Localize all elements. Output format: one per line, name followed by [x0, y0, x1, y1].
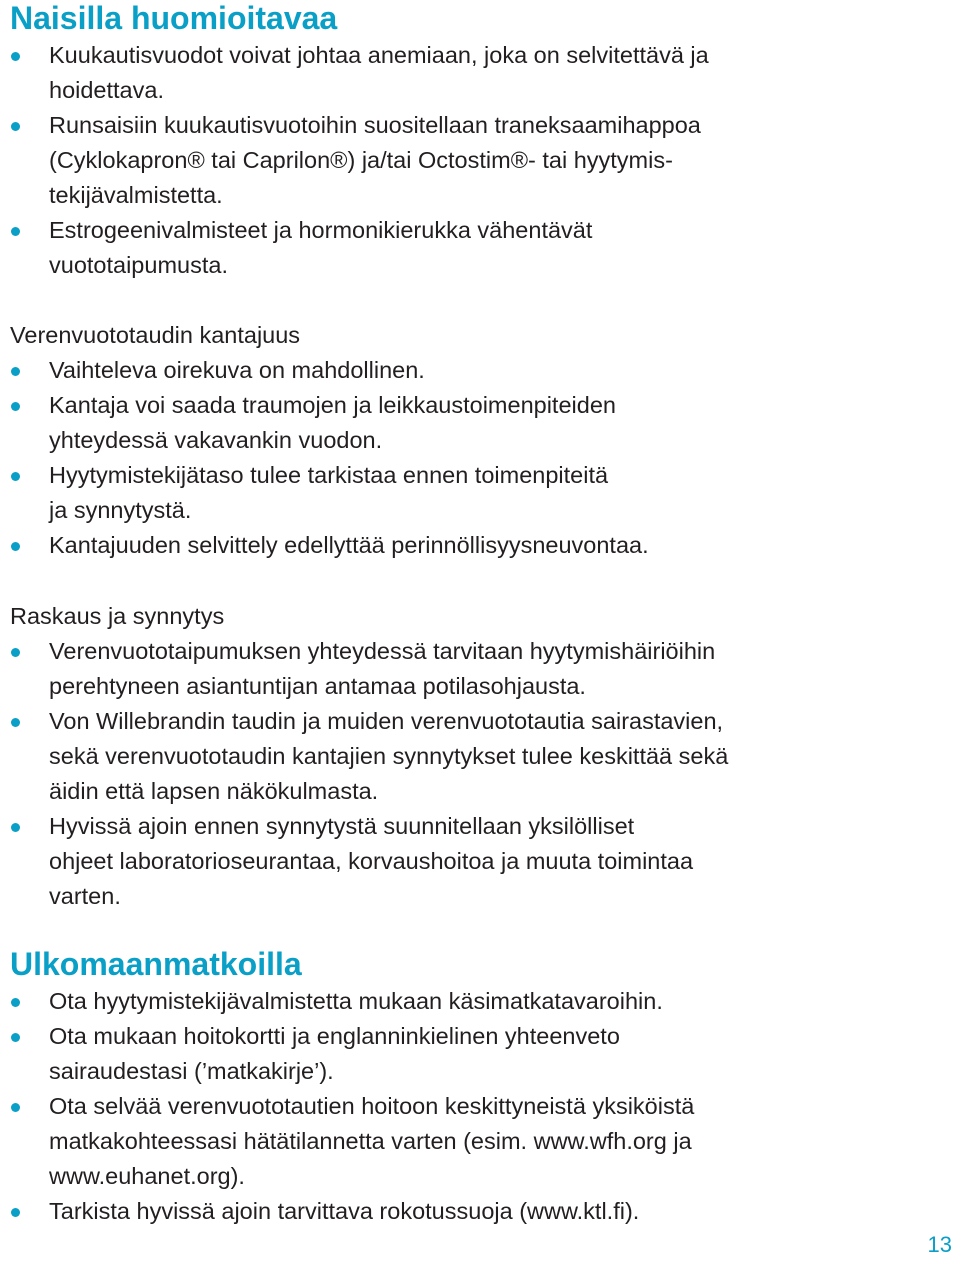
bullet-text-line: Ota selvää verenvuototautien hoitoon keskittyneistä yksiköistä: [49, 1093, 695, 1119]
bullet-list-carrier: [0, 353, 850, 563]
bullet-list-women: [0, 38, 850, 283]
bullet-text-line: varten.: [49, 883, 121, 909]
bullet-dot-icon: [11, 648, 20, 657]
bullet-item: [0, 984, 850, 1019]
bullet-dot-icon: [11, 52, 20, 61]
bullet-text-line: hoidettava.: [49, 77, 164, 103]
bullet-text-line: Tarkista hyvissä ajoin tarvittava rokotussuoja (www.ktl.fi).: [49, 1198, 640, 1224]
page-number: 13: [927, 1232, 952, 1257]
bullet-text-line: sairaudestasi (’matkakirje’).: [49, 1058, 334, 1084]
bullet-text-line: matkakohteessasi hätätilannetta varten (esim. www.wfh.org ja: [49, 1128, 692, 1154]
bullet-item: [0, 1194, 850, 1229]
bullet-item: [0, 458, 850, 528]
bullet-dot-icon: [11, 718, 20, 727]
bullet-item: [0, 353, 850, 388]
bullet-text-line: tekijävalmistetta.: [49, 182, 223, 208]
bullet-dot-icon: [11, 472, 20, 481]
bullet-item: [0, 108, 850, 213]
section-heading-travel: Ulkomaanmatkoilla: [10, 946, 302, 982]
bullet-item: [0, 213, 850, 283]
bullet-dot-icon: [11, 823, 20, 832]
bullet-dot-icon: [11, 402, 20, 411]
bullet-text-line: ja synnytystä.: [49, 497, 192, 523]
bullet-item: [0, 528, 850, 563]
bullet-item: [0, 38, 850, 108]
bullet-text-line: Estrogeenivalmisteet ja hormonikierukka vähentävät: [49, 217, 593, 243]
bullet-text-line: Kuukautisvuodot voivat johtaa anemiaan, joka on selvitettävä ja: [49, 42, 709, 68]
bullet-text-line: Ota hyytymistekijävalmistetta mukaan käsimatkatavaroihin.: [49, 988, 663, 1014]
bullet-dot-icon: [11, 1208, 20, 1217]
bullet-text-line: Vaihteleva oirekuva on mahdollinen.: [49, 357, 425, 383]
bullet-item: [0, 809, 850, 914]
bullet-text-line: Hyvissä ajoin ennen synnytystä suunnitellaan yksilölliset: [49, 813, 635, 839]
bullet-text-line: Kantajuuden selvittely edellyttää perinnöllisyysneuvontaa.: [49, 532, 649, 558]
bullet-dot-icon: [11, 1033, 20, 1042]
bullet-list-pregnancy: [0, 634, 850, 914]
bullet-item: [0, 388, 850, 458]
bullet-list-travel: [0, 984, 850, 1229]
bullet-dot-icon: [11, 1103, 20, 1112]
bullet-text-line: Verenvuototaipumuksen yhteydessä tarvitaan hyytymishäiriöihin: [49, 638, 716, 664]
bullet-item: [0, 634, 850, 704]
subheading-pregnancy: Raskaus ja synnytys: [10, 603, 225, 629]
bullet-text-line: sekä verenvuototaudin kantajien synnytykset tulee keskittää sekä: [49, 743, 729, 769]
section-heading-women: Naisilla huomioitavaa: [10, 0, 338, 36]
bullet-dot-icon: [11, 227, 20, 236]
bullet-dot-icon: [11, 998, 20, 1007]
bullet-text-line: yhteydessä vakavankin vuodon.: [49, 427, 383, 453]
bullet-dot-icon: [11, 367, 20, 376]
bullet-text-line: www.euhanet.org).: [49, 1163, 245, 1189]
bullet-text-line: Von Willebrandin taudin ja muiden verenvuototautia sairastavien,: [49, 708, 724, 734]
bullet-text-line: vuototaipumusta.: [49, 252, 228, 278]
bullet-text-line: Hyytymistekijätaso tulee tarkistaa ennen toimenpiteitä: [49, 462, 609, 488]
bullet-text-line: Runsaisiin kuukautisvuotoihin suositellaan traneksaamihappoa: [49, 112, 701, 138]
bullet-text-line: äidin että lapsen näkökulmasta.: [49, 778, 379, 804]
bullet-item: [0, 1019, 850, 1089]
bullet-text-line: Kantaja voi saada traumojen ja leikkaustoimenpiteiden: [49, 392, 616, 418]
bullet-item: [0, 704, 850, 809]
bullet-dot-icon: [11, 122, 20, 131]
bullet-text-line: (Cyklokapron® tai Caprilon®) ja/tai Octostim®- tai hyytymis-: [49, 147, 673, 173]
bullet-text-line: perehtyneen asiantuntijan antamaa potilasohjausta.: [49, 673, 586, 699]
bullet-dot-icon: [11, 542, 20, 551]
bullet-item: [0, 1089, 850, 1194]
bullet-text-line: ohjeet laboratorioseurantaa, korvaushoitoa ja muuta toimintaa: [49, 848, 694, 874]
subheading-carrier: Verenvuototaudin kantajuus: [10, 322, 301, 348]
bullet-text-line: Ota mukaan hoitokortti ja englanninkielinen yhteenveto: [49, 1023, 620, 1049]
